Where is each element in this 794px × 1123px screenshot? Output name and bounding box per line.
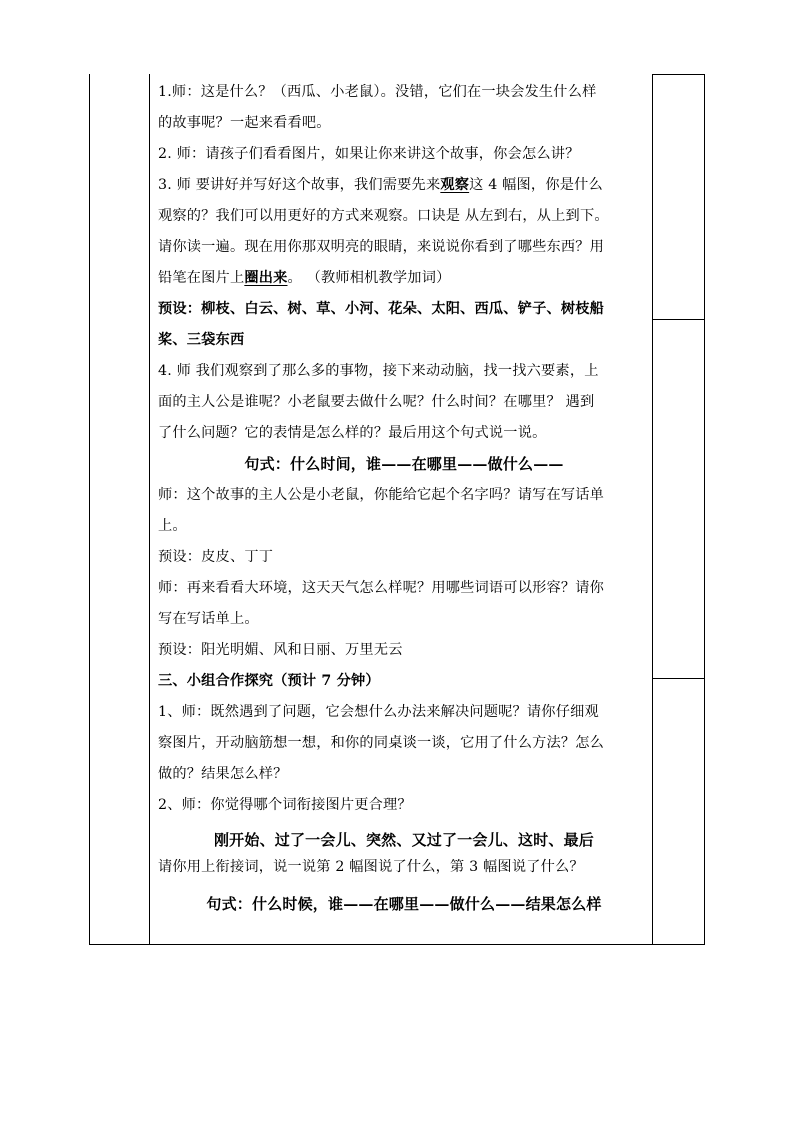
side-cell-divider-top bbox=[652, 74, 705, 75]
text-segment: 这 4 幅图，你是什么 bbox=[469, 177, 603, 193]
underlined-keyword: 观察 bbox=[440, 177, 470, 193]
question-3: 请你用上衔接词，说一说第 2 幅图说了什么，第 3 幅图说了什么？ bbox=[158, 859, 584, 875]
question-1-line-3: 做的？结果怎么样？ bbox=[158, 766, 288, 782]
preset-1-line-2: 桨、三袋东西 bbox=[158, 332, 245, 348]
paragraph-1-line-1: 1.师：这是什么？（西瓜、小老鼠）。没错，它们在一块会发生什么样 bbox=[158, 84, 597, 100]
table-border-col1 bbox=[149, 74, 150, 945]
sentence-pattern-1: 句式：什么时间，谁——在哪里——做什么—— bbox=[244, 455, 564, 473]
underlined-keyword: 圈出来 bbox=[244, 270, 288, 286]
table-border-col2 bbox=[652, 74, 653, 945]
paragraph-2: 2. 师：请孩子们看看图片，如果让你来讲这个故事，你会怎么讲？ bbox=[158, 146, 580, 162]
paragraph-4-line-3: 了什么问题？它的表情是怎么样的？最后用这个句式说一说。 bbox=[158, 425, 547, 441]
table-border-bottom bbox=[89, 944, 705, 945]
connector-words: 刚开始、过了一会儿、突然、又过了一会儿、这时、最后 bbox=[213, 831, 594, 849]
text-segment: 铅笔在图片上 bbox=[158, 270, 245, 286]
preset-1-line-1: 预设：柳枝、白云、树、草、小河、花朵、太阳、西瓜、铲子、树枝船 bbox=[158, 301, 605, 317]
section-3-heading: 三、小组合作探究（预计 7 分钟） bbox=[158, 673, 380, 689]
paragraph-5-line-2: 上。 bbox=[158, 518, 187, 534]
table-border-left bbox=[89, 74, 90, 945]
paragraph-4-line-2: 面的主人公是谁呢？小老鼠要去做什么呢？什么时间？在哪里？ 遇到 bbox=[158, 394, 595, 410]
paragraph-6-line-1: 师：再来看看大环境，这天天气怎么样呢？用哪些词语可以形容？请你 bbox=[158, 580, 605, 596]
table-border-right bbox=[704, 74, 705, 945]
sentence-pattern-2: 句式：什么时候，谁——在哪里——做什么——结果怎么样 bbox=[206, 895, 602, 913]
question-1-line-1: 1、师：既然遇到了问题，它会想什么办法来解决问题呢？请你仔细观 bbox=[158, 704, 599, 720]
text-segment: 。 （教师相机教学加词） bbox=[287, 270, 451, 286]
paragraph-4-line-1: 4. 师 我们观察到了那么多的事物，接下来动动脑，找一找六要素，上 bbox=[158, 363, 599, 379]
preset-3: 预设：阳光明媚、风和日丽、万里无云 bbox=[158, 642, 403, 658]
question-2: 2、师：你觉得哪个词衔接图片更合理？ bbox=[158, 797, 412, 813]
lesson-content bbox=[158, 77, 650, 920]
question-1-line-2: 察图片，开动脑筋想一想，和你的同桌谈一谈，它用了什么方法？怎么 bbox=[158, 735, 605, 751]
paragraph-3-line-3: 请你读一遍。现在用你那双明亮的眼睛，来说说你看到了哪些东西？用 bbox=[158, 239, 605, 255]
paragraph-3-line-1 bbox=[158, 170, 650, 201]
paragraph-1-line-2: 的故事呢？一起来看看吧。 bbox=[158, 115, 331, 131]
paragraph-3-line-2: 观察的？我们可以用更好的方式来观察。口诀是 从左到右，从上到下。 bbox=[158, 208, 609, 224]
text-segment: 3. 师 要讲好并写好这个故事，我们需要先来 bbox=[158, 177, 441, 193]
paragraph-3-line-4 bbox=[158, 263, 650, 294]
preset-2: 预设：皮皮、丁丁 bbox=[158, 549, 274, 565]
side-cell-divider-mid bbox=[652, 319, 705, 320]
paragraph-5-line-1: 师：这个故事的主人公是小老鼠，你能给它起个名字吗？请写在写话单 bbox=[158, 487, 605, 503]
paragraph-6-line-2: 写在写话单上。 bbox=[158, 611, 259, 627]
side-cell-divider-low bbox=[652, 678, 705, 679]
